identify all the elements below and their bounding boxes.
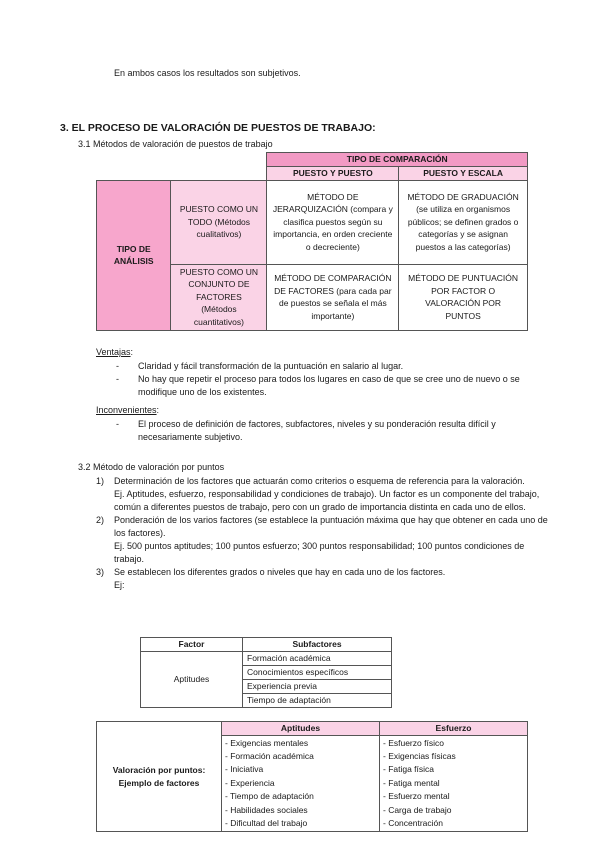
factor-header: Factor xyxy=(141,638,243,652)
list-item: - Exigencias físicas xyxy=(383,750,456,761)
list-item: - Formación académica xyxy=(225,750,314,761)
list-item: - El proceso de definición de factores, subfactores, niveles y su ponderación resulta difícil y necesariamente subjetivo. xyxy=(110,418,560,444)
comparison-table xyxy=(96,152,528,331)
method-graduacion: MÉTODO DE GRADUACIÓN (se utiliza en organismos públicos; se definen grados o categorías y se asignan puestos a las categorías) xyxy=(399,180,528,264)
example-factors-table xyxy=(96,721,528,832)
step-2 xyxy=(96,514,556,566)
example-row-label: Valoración por puntos: Ejemplo de factores xyxy=(97,722,222,832)
step-text: Se establecen los diferentes grados o niveles que hay en cada uno de los factores. xyxy=(114,567,446,577)
list-item: - Claridad y fácil transformación de la puntuación en salario al lugar. xyxy=(110,360,560,373)
step-number: 3) xyxy=(96,567,105,577)
blank-cell xyxy=(97,153,171,167)
blank-cell xyxy=(171,153,267,167)
inconvenientes-list xyxy=(110,418,560,444)
list-item: - Iniciativa xyxy=(225,764,264,775)
steps-list xyxy=(96,475,556,592)
ventajas-heading: Ventajas: xyxy=(96,347,134,357)
list-item: - Esfuerzo mental xyxy=(383,791,450,802)
esfuerzo-header: Esfuerzo xyxy=(380,722,528,736)
factor-aptitudes: Aptitudes xyxy=(141,652,243,708)
section-3-title: 3. EL PROCESO DE VALORACIÓN DE PUESTOS DE TRABAJO: xyxy=(60,122,376,134)
method-jerarquizacion: MÉTODO DE JERARQUIZACIÓN (compara y clasifica puestos según su importancia, en orden creciente o decreciente) xyxy=(267,180,399,264)
step-example: Ej. 500 puntos aptitudes; 100 puntos esfuerzo; 300 puntos responsabilidad; 100 puntos condiciones de trabajo. xyxy=(114,541,525,564)
list-item: - Carga de trabajo xyxy=(383,804,452,815)
aptitudes-header: Aptitudes xyxy=(222,722,380,736)
inconvenientes-heading: Inconvenientes: xyxy=(96,405,160,415)
list-item: - Exigencias mentales xyxy=(225,737,309,748)
list-item: - Habilidades sociales xyxy=(225,804,308,815)
subfactor-item: Experiencia previa xyxy=(243,680,392,694)
subfactor-item: Formación académica xyxy=(243,652,392,666)
list-item: - Concentración xyxy=(383,817,444,828)
subsection-3-1-title: 3.1 Métodos de valoración de puestos de trabajo xyxy=(78,139,273,149)
step-1 xyxy=(96,475,556,514)
method-puntuacion-factor: MÉTODO DE PUNTUACIÓN POR FACTOR O VALORACIÓN POR PUNTOS xyxy=(399,264,528,330)
subfactor-item: Tiempo de adaptación xyxy=(243,694,392,708)
ventajas-label: Ventajas xyxy=(96,347,131,357)
comparison-type-header: TIPO DE COMPARACIÓN xyxy=(267,153,528,167)
list-item: - Tiempo de adaptación xyxy=(225,791,314,802)
step-number: 2) xyxy=(96,515,105,525)
list-item: - Fatiga mental xyxy=(383,777,440,788)
step-text: Ponderación de los varios factores (se establece la puntuación máxima que hay que obtener en cada uno de los factores). xyxy=(114,515,548,538)
blank-cell xyxy=(97,167,171,181)
step-text: Determinación de los factores que actuarán como criterios o esquema de referencia para la valoración. xyxy=(114,476,525,486)
ventajas-list xyxy=(110,360,560,399)
col-header-puesto-puesto: PUESTO Y PUESTO xyxy=(267,167,399,181)
factor-table xyxy=(140,637,392,708)
inconvenientes-label: Inconvenientes xyxy=(96,405,157,415)
list-item: - Experiencia xyxy=(225,777,275,788)
blank-cell xyxy=(171,167,267,181)
list-item: - Fatiga física xyxy=(383,764,435,775)
step-3 xyxy=(96,566,556,592)
row-label-puesto-todo: PUESTO COMO UN TODO (Métodos cualitativos) xyxy=(171,180,267,264)
subsection-3-2-title: 3.2 Método de valoración por puntos xyxy=(78,462,225,472)
step-example: Ej: xyxy=(114,580,125,590)
subfactors-header: Subfactores xyxy=(243,638,392,652)
esfuerzo-list xyxy=(380,735,528,832)
aptitudes-list xyxy=(222,735,380,832)
method-comparacion-factores: MÉTODO DE COMPARACIÓN DE FACTORES (para cada par de puestos se señala el más importante) xyxy=(267,264,399,330)
row-label-puesto-factores: PUESTO COMO UN CONJUNTO DE FACTORES (Métodos cuantitativos) xyxy=(171,264,267,330)
subfactor-item: Conocimientos específicos xyxy=(243,666,392,680)
list-item: - No hay que repetir el proceso para todos los lugares en caso de que se cree uno de nuevo o se modifique uno de los existentes. xyxy=(110,373,560,399)
col-header-puesto-escala: PUESTO Y ESCALA xyxy=(399,167,528,181)
step-number: 1) xyxy=(96,476,105,486)
step-example: Ej. Aptitudes, esfuerzo, responsabilidad y condiciones de trabajo). Un factor es un componente del trabajo, común a diferentes puestos de trabajo, pero con un grado de importancia distinta en cada uno de ellos. xyxy=(114,489,540,512)
intro-line: En ambos casos los resultados son subjetivos. xyxy=(114,68,301,78)
list-item: - Esfuerzo físico xyxy=(383,737,444,748)
analysis-type-label: TIPO DE ANÁLISIS xyxy=(97,180,171,330)
list-item: - Dificultad del trabajo xyxy=(225,817,308,828)
